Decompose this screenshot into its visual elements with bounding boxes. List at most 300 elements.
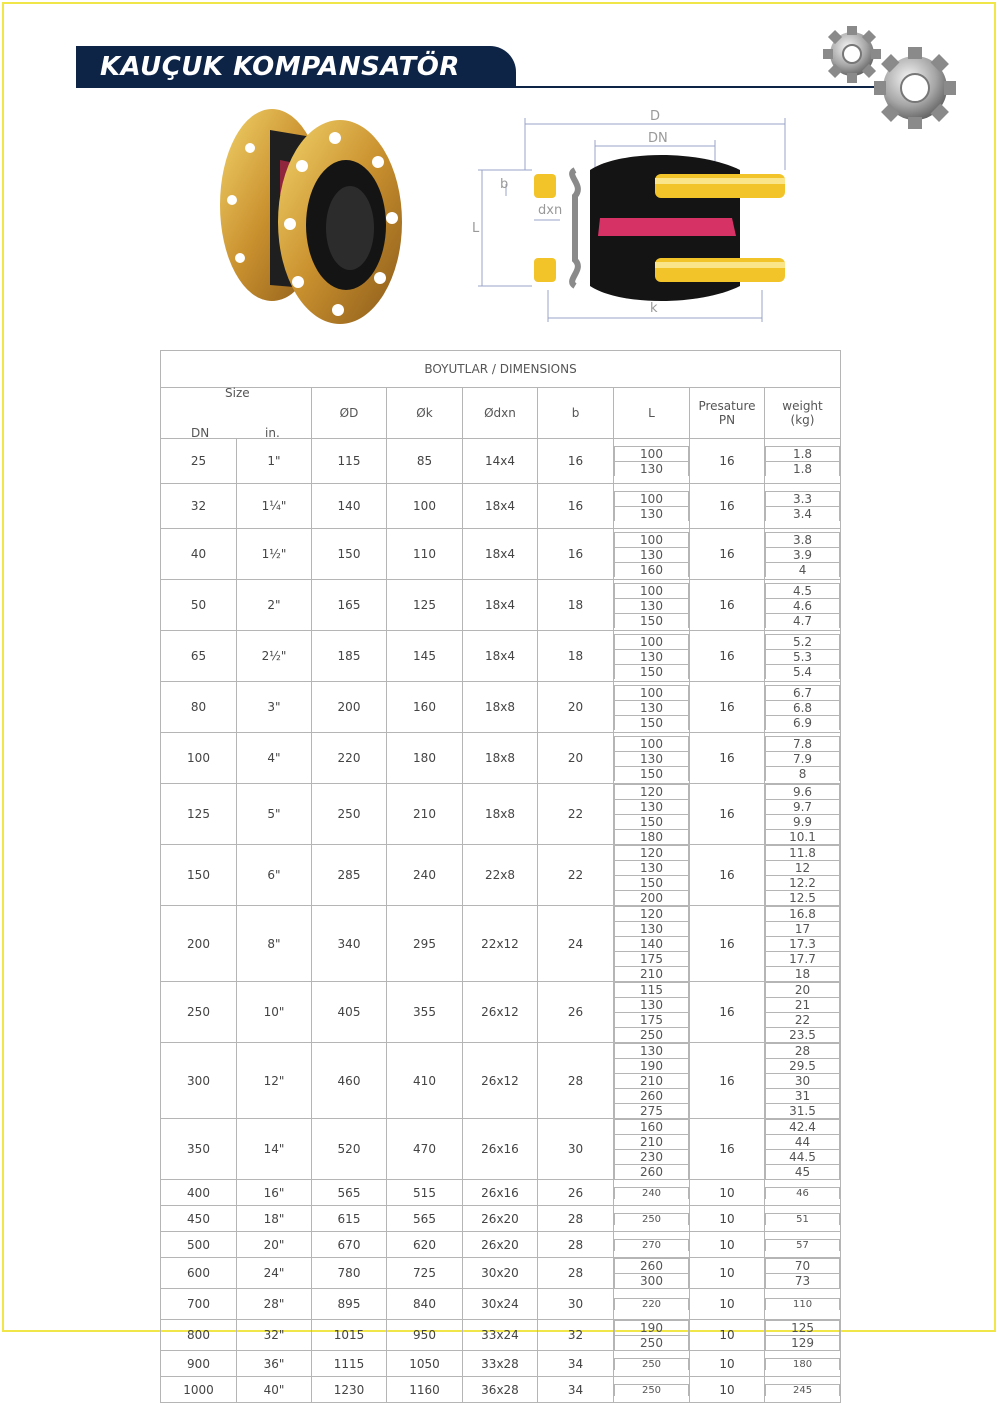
l-cell-value: 250 (615, 1213, 689, 1225)
l-cell-value: 150 (615, 876, 689, 891)
b-cell: 28 (538, 1232, 614, 1258)
weight-cell-value: 20 (766, 983, 840, 998)
weight-header: weight (kg) (765, 388, 841, 439)
l-cell (614, 982, 690, 1043)
l-cell-value: 100 (615, 492, 689, 507)
od-cell: 140 (312, 484, 387, 529)
weight-cell-value: 42.4 (766, 1120, 840, 1135)
b-cell: 22 (538, 845, 614, 906)
weight-cell-value: 180 (766, 1358, 840, 1370)
dim-dxn-label: dxn (538, 203, 563, 218)
l-cell-value: 100 (615, 634, 689, 649)
weight-cell-value: 10.1 (766, 830, 840, 845)
table-row (161, 1351, 841, 1377)
weight-cell-value: 125 (766, 1321, 840, 1336)
l-cell (614, 439, 690, 484)
odxn-cell: 26x16 (463, 1180, 538, 1206)
ok-cell: 725 (387, 1258, 463, 1289)
weight-cell-value: 245 (766, 1384, 840, 1396)
l-cell-value: 300 (615, 1274, 689, 1289)
weight-cell-value: 16.8 (766, 907, 840, 922)
weight-cell (765, 733, 841, 784)
pressure-header: Presature PN (690, 388, 765, 439)
weight-cell (765, 484, 841, 529)
pn-cell: 16 (690, 580, 765, 631)
od-cell: 460 (312, 1043, 387, 1119)
weight-cell-value: 45 (766, 1165, 840, 1180)
od-cell: 200 (312, 682, 387, 733)
l-cell-value: 130 (615, 861, 689, 876)
weight-cell-value: 12.2 (766, 876, 840, 891)
l-cell (614, 1119, 690, 1180)
l-cell-value: 130 (615, 800, 689, 815)
b-cell: 16 (538, 484, 614, 529)
weight-cell-value: 6.7 (766, 685, 840, 700)
l-cell-value: 270 (615, 1239, 689, 1251)
ok-cell: 145 (387, 631, 463, 682)
od-cell: 520 (312, 1119, 387, 1180)
dn-cell: 350 (161, 1119, 237, 1180)
l-cell-value: 175 (615, 952, 689, 967)
weight-cell (765, 982, 841, 1043)
pn-cell: 10 (690, 1180, 765, 1206)
weight-cell-value: 57 (766, 1239, 840, 1251)
in-cell: 12" (237, 1043, 312, 1119)
b-cell: 30 (538, 1289, 614, 1320)
dn-cell: 50 (161, 580, 237, 631)
b-cell: 18 (538, 631, 614, 682)
od-cell: 1230 (312, 1377, 387, 1403)
weight-cell-value: 7.9 (766, 751, 840, 766)
l-cell-value: 115 (615, 983, 689, 998)
l-cell (614, 580, 690, 631)
od-cell: 165 (312, 580, 387, 631)
weight-cell (765, 1320, 841, 1351)
weight-cell-value: 6.9 (766, 715, 840, 730)
odxn-cell: 30x24 (463, 1289, 538, 1320)
in-cell: 2" (237, 580, 312, 631)
weight-cell-value: 3.3 (766, 492, 840, 507)
table-row (161, 439, 841, 484)
weight-cell-value: 12 (766, 861, 840, 876)
odxn-cell: 26x12 (463, 982, 538, 1043)
in-cell: 1½" (237, 529, 312, 580)
l-cell-value: 250 (615, 1336, 689, 1351)
in-cell: 20" (237, 1232, 312, 1258)
b-header: b (538, 388, 614, 439)
weight-cell-value: 9.6 (766, 785, 840, 800)
b-cell: 24 (538, 906, 614, 982)
ok-cell: 110 (387, 529, 463, 580)
weight-cell-value: 31.5 (766, 1104, 840, 1119)
odxn-cell: 36x28 (463, 1377, 538, 1403)
l-cell-value: 130 (615, 998, 689, 1013)
b-cell: 16 (538, 529, 614, 580)
weight-cell (765, 439, 841, 484)
pn-cell: 16 (690, 784, 765, 845)
ok-cell: 620 (387, 1232, 463, 1258)
ok-header: Øk (387, 388, 463, 439)
in-cell: 6" (237, 845, 312, 906)
l-cell-value: 260 (615, 1259, 689, 1274)
l-cell-value: 140 (615, 937, 689, 952)
weight-cell (765, 1043, 841, 1119)
od-cell: 780 (312, 1258, 387, 1289)
in-cell: 8" (237, 906, 312, 982)
l-cell-value: 130 (615, 649, 689, 664)
weight-cell-value: 28 (766, 1044, 840, 1059)
weight-cell-value: 21 (766, 998, 840, 1013)
ok-cell: 1160 (387, 1377, 463, 1403)
table-row (161, 1043, 841, 1119)
product-photo (210, 100, 410, 330)
l-cell-value: 210 (615, 1135, 689, 1150)
weight-cell-value: 5.2 (766, 634, 840, 649)
in-cell: 1" (237, 439, 312, 484)
table-row (161, 631, 841, 682)
table-row (161, 1180, 841, 1206)
l-cell-value: 150 (615, 613, 689, 628)
od-cell: 150 (312, 529, 387, 580)
title-underline (76, 86, 876, 88)
weight-cell-value: 46 (766, 1187, 840, 1199)
ok-cell: 355 (387, 982, 463, 1043)
b-cell: 34 (538, 1351, 614, 1377)
table-row (161, 580, 841, 631)
odxn-cell: 26x20 (463, 1206, 538, 1232)
pn-cell: 16 (690, 1119, 765, 1180)
weight-cell-value: 110 (766, 1299, 840, 1311)
weight-cell-value: 70 (766, 1259, 840, 1274)
b-cell: 28 (538, 1206, 614, 1232)
l-cell (614, 1377, 690, 1403)
dn-cell: 25 (161, 439, 237, 484)
l-cell-value: 175 (615, 1013, 689, 1028)
pn-cell: 10 (690, 1351, 765, 1377)
weight-cell-value: 44 (766, 1135, 840, 1150)
b-cell: 28 (538, 1258, 614, 1289)
odxn-cell: 26x16 (463, 1119, 538, 1180)
l-cell-value: 100 (615, 685, 689, 700)
od-cell: 115 (312, 439, 387, 484)
l-cell-value: 260 (615, 1089, 689, 1104)
l-cell-value: 210 (615, 967, 689, 982)
l-cell (614, 1043, 690, 1119)
b-cell: 34 (538, 1377, 614, 1403)
l-cell-value: 150 (615, 664, 689, 679)
in-cell: 40" (237, 1377, 312, 1403)
l-cell-value: 190 (615, 1321, 689, 1336)
table-row (161, 906, 841, 982)
l-cell-value: 100 (615, 447, 689, 462)
weight-cell-value: 11.8 (766, 846, 840, 861)
ok-cell: 85 (387, 439, 463, 484)
l-cell (614, 1289, 690, 1320)
l-cell (614, 484, 690, 529)
dn-cell: 80 (161, 682, 237, 733)
table-row (161, 529, 841, 580)
dn-cell: 200 (161, 906, 237, 982)
l-cell-value: 260 (615, 1165, 689, 1180)
dn-cell: 900 (161, 1351, 237, 1377)
ok-cell: 515 (387, 1180, 463, 1206)
od-cell: 1015 (312, 1320, 387, 1351)
ok-cell: 100 (387, 484, 463, 529)
pn-cell: 10 (690, 1258, 765, 1289)
weight-cell-value: 1.8 (766, 447, 840, 462)
pn-cell: 16 (690, 845, 765, 906)
weight-cell-value: 129 (766, 1336, 840, 1351)
pn-cell: 16 (690, 906, 765, 982)
b-cell: 30 (538, 1119, 614, 1180)
pn-cell: 16 (690, 682, 765, 733)
l-cell-value: 100 (615, 532, 689, 547)
ok-cell: 180 (387, 733, 463, 784)
l-cell-value: 130 (615, 1044, 689, 1059)
odxn-cell: 33x24 (463, 1320, 538, 1351)
table-body (161, 439, 841, 1403)
l-cell (614, 529, 690, 580)
l-cell-value: 150 (615, 715, 689, 730)
l-cell-value: 120 (615, 785, 689, 800)
dn-cell: 800 (161, 1320, 237, 1351)
l-cell-value: 190 (615, 1059, 689, 1074)
od-cell: 615 (312, 1206, 387, 1232)
l-cell (614, 906, 690, 982)
l-cell-value: 220 (615, 1299, 689, 1311)
weight-cell (765, 1351, 841, 1377)
odxn-cell: 18x8 (463, 733, 538, 784)
l-cell-value: 130 (615, 462, 689, 477)
odxn-cell: 18x8 (463, 682, 538, 733)
dn-cell: 150 (161, 845, 237, 906)
weight-cell (765, 631, 841, 682)
weight-cell-value: 6.8 (766, 700, 840, 715)
l-header: L (614, 388, 690, 439)
ok-cell: 295 (387, 906, 463, 982)
pn-cell: 10 (690, 1232, 765, 1258)
l-cell-value: 130 (615, 751, 689, 766)
dn-cell: 700 (161, 1289, 237, 1320)
pn-cell: 10 (690, 1289, 765, 1320)
table-row (161, 1206, 841, 1232)
pn-cell: 10 (690, 1320, 765, 1351)
odxn-cell: 18x4 (463, 580, 538, 631)
weight-cell-value: 3.8 (766, 532, 840, 547)
dim-d-label: D (650, 109, 661, 124)
size-label: Size (225, 386, 250, 400)
dn-cell: 40 (161, 529, 237, 580)
dn-cell: 1000 (161, 1377, 237, 1403)
od-cell: 220 (312, 733, 387, 784)
b-cell: 18 (538, 580, 614, 631)
dn-cell: 300 (161, 1043, 237, 1119)
dn-cell: 450 (161, 1206, 237, 1232)
weight-cell (765, 580, 841, 631)
table-row (161, 733, 841, 784)
in-cell: 16" (237, 1180, 312, 1206)
dim-k-label: k (650, 301, 658, 316)
odxn-cell: 26x20 (463, 1232, 538, 1258)
in-cell: 36" (237, 1351, 312, 1377)
l-cell (614, 1320, 690, 1351)
l-cell (614, 682, 690, 733)
dimensions-table (160, 350, 841, 1403)
l-cell-value: 160 (615, 562, 689, 577)
weight-cell-value: 3.9 (766, 547, 840, 562)
weight-cell-value: 8 (766, 766, 840, 781)
dim-dn-label: DN (648, 131, 668, 146)
table-caption: BOYUTLAR / DIMENSIONS (161, 351, 841, 388)
ok-cell: 210 (387, 784, 463, 845)
l-cell-value: 200 (615, 891, 689, 906)
weight-cell-value: 18 (766, 967, 840, 982)
ok-cell: 125 (387, 580, 463, 631)
odxn-cell: 30x20 (463, 1258, 538, 1289)
pn-cell: 16 (690, 529, 765, 580)
table-row (161, 1320, 841, 1351)
dn-label: DN (191, 426, 210, 440)
weight-cell (765, 1258, 841, 1289)
dn-cell: 250 (161, 982, 237, 1043)
l-cell-value: 210 (615, 1074, 689, 1089)
gears-icon (820, 26, 970, 136)
in-cell: 18" (237, 1206, 312, 1232)
od-cell: 1115 (312, 1351, 387, 1377)
in-cell: 24" (237, 1258, 312, 1289)
in-cell: 1¼" (237, 484, 312, 529)
weight-cell (765, 1289, 841, 1320)
weight-cell-value: 7.8 (766, 736, 840, 751)
weight-cell-value: 4.7 (766, 613, 840, 628)
weight-cell-value: 23.5 (766, 1028, 840, 1043)
in-cell: 3" (237, 682, 312, 733)
odxn-cell: 18x8 (463, 784, 538, 845)
l-cell-value: 130 (615, 922, 689, 937)
weight-cell-value: 4.6 (766, 598, 840, 613)
dn-cell: 65 (161, 631, 237, 682)
l-cell (614, 631, 690, 682)
l-cell (614, 1258, 690, 1289)
l-cell-value: 150 (615, 766, 689, 781)
b-cell: 32 (538, 1320, 614, 1351)
pn-cell: 16 (690, 484, 765, 529)
od-cell: 285 (312, 845, 387, 906)
odxn-cell: 18x4 (463, 631, 538, 682)
table-row (161, 682, 841, 733)
od-cell: 340 (312, 906, 387, 982)
pn-cell: 16 (690, 1043, 765, 1119)
odxn-header: Ødxn (463, 388, 538, 439)
weight-cell (765, 845, 841, 906)
l-cell-value: 250 (615, 1384, 689, 1396)
odxn-cell: 26x12 (463, 1043, 538, 1119)
ok-cell: 565 (387, 1206, 463, 1232)
weight-cell-value: 9.7 (766, 800, 840, 815)
table-row (161, 1258, 841, 1289)
dn-cell: 500 (161, 1232, 237, 1258)
table-row (161, 845, 841, 906)
weight-cell (765, 1206, 841, 1232)
ok-cell: 950 (387, 1320, 463, 1351)
dn-cell: 600 (161, 1258, 237, 1289)
od-cell: 250 (312, 784, 387, 845)
od-cell: 670 (312, 1232, 387, 1258)
odxn-cell: 22x12 (463, 906, 538, 982)
ok-cell: 160 (387, 682, 463, 733)
b-cell: 20 (538, 733, 614, 784)
odxn-cell: 18x4 (463, 484, 538, 529)
l-cell-value: 250 (615, 1028, 689, 1043)
table-row (161, 484, 841, 529)
weight-cell-value: 31 (766, 1089, 840, 1104)
weight-cell (765, 529, 841, 580)
weight-cell-value: 29.5 (766, 1059, 840, 1074)
weight-cell-value: 17.3 (766, 937, 840, 952)
b-cell: 20 (538, 682, 614, 733)
weight-cell-value: 12.5 (766, 891, 840, 906)
dn-cell: 400 (161, 1180, 237, 1206)
weight-cell-value: 73 (766, 1274, 840, 1289)
in-cell: 14" (237, 1119, 312, 1180)
l-cell (614, 733, 690, 784)
ok-cell: 240 (387, 845, 463, 906)
table-row (161, 1377, 841, 1403)
weight-cell (765, 1119, 841, 1180)
od-cell: 185 (312, 631, 387, 682)
od-cell: 895 (312, 1289, 387, 1320)
weight-cell-value: 1.8 (766, 462, 840, 477)
pn-cell: 10 (690, 1377, 765, 1403)
odxn-cell: 14x4 (463, 439, 538, 484)
pn-cell: 16 (690, 439, 765, 484)
odxn-cell: 18x4 (463, 529, 538, 580)
l-cell-value: 130 (615, 700, 689, 715)
l-cell-value: 100 (615, 736, 689, 751)
l-cell-value: 150 (615, 815, 689, 830)
l-cell-value: 160 (615, 1120, 689, 1135)
weight-cell-value: 4 (766, 562, 840, 577)
dn-cell: 32 (161, 484, 237, 529)
page-title: KAUÇUK KOMPANSATÖR (100, 52, 460, 82)
l-cell (614, 1180, 690, 1206)
l-cell-value: 130 (615, 598, 689, 613)
b-cell: 26 (538, 1180, 614, 1206)
odxn-cell: 22x8 (463, 845, 538, 906)
od-cell: 565 (312, 1180, 387, 1206)
technical-drawing (470, 100, 800, 330)
dn-cell: 100 (161, 733, 237, 784)
l-cell (614, 1351, 690, 1377)
odxn-cell: 33x28 (463, 1351, 538, 1377)
in-label: in. (265, 426, 280, 440)
dn-cell: 125 (161, 784, 237, 845)
l-cell-value: 275 (615, 1104, 689, 1119)
size-header (161, 388, 312, 439)
l-cell-value: 100 (615, 583, 689, 598)
b-cell: 26 (538, 982, 614, 1043)
weight-cell (765, 1232, 841, 1258)
l-cell-value: 120 (615, 907, 689, 922)
l-cell (614, 845, 690, 906)
weight-cell-value: 22 (766, 1013, 840, 1028)
table-row (161, 1232, 841, 1258)
od-header: ØD (312, 388, 387, 439)
b-cell: 28 (538, 1043, 614, 1119)
weight-cell-value: 17 (766, 922, 840, 937)
table-row (161, 784, 841, 845)
l-cell (614, 784, 690, 845)
